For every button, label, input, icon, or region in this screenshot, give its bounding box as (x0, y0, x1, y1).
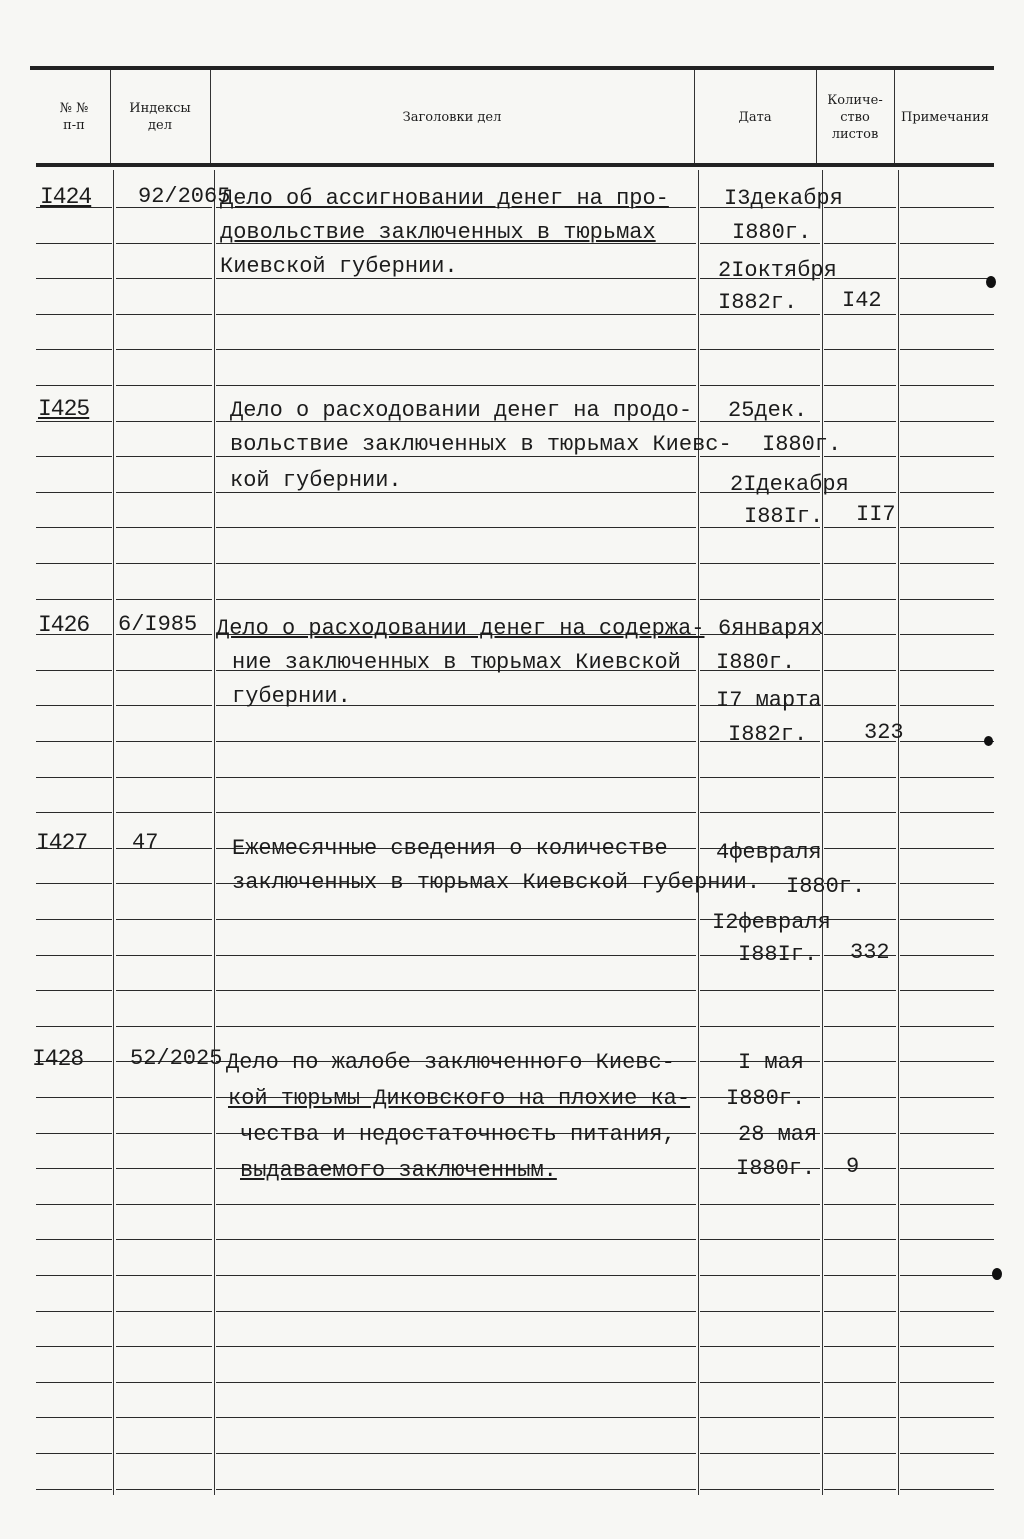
entry-index: 47 (132, 830, 159, 855)
ruled-line (900, 670, 994, 671)
entry-title-line: заключенных в тюрьмах Киевской губернии. (232, 870, 761, 895)
entry-date-line: I882г. (728, 722, 808, 747)
ruled-line (36, 670, 112, 671)
entry-title-line: вольствие заключенных в тюрьмах Киевс- (230, 432, 732, 457)
ruled-line (700, 599, 820, 600)
entry-title-line: Дело о расходовании денег на продо- (230, 398, 693, 423)
ruled-line (824, 527, 896, 528)
ruled-line (36, 705, 112, 706)
entry-date-line: I7 марта (716, 688, 822, 713)
entry-number: I424 (40, 184, 92, 210)
ruled-line (824, 1453, 896, 1454)
ruled-line (116, 385, 212, 386)
entry-date-line: I882г. (718, 290, 798, 315)
ruled-line (824, 349, 896, 350)
ruled-line (116, 1382, 212, 1383)
ruled-line (700, 1026, 820, 1027)
ruled-line (824, 314, 896, 315)
entry-date-line: 6январях (718, 616, 824, 641)
ruled-line (700, 1417, 820, 1418)
ruled-line (36, 1026, 112, 1027)
ruled-line (216, 955, 696, 956)
column-line (113, 170, 114, 1495)
ruled-line (216, 314, 696, 315)
ruled-line (700, 385, 820, 386)
header-top-rule (30, 66, 994, 70)
ruled-line (36, 1382, 112, 1383)
ruled-line (900, 314, 994, 315)
entry-index: 92/2065 (138, 184, 231, 209)
ruled-line (216, 741, 696, 742)
ruled-line (36, 1204, 112, 1205)
entry-date-line: I880г. (762, 432, 842, 457)
ruled-line (216, 349, 696, 350)
ruled-line (116, 1417, 212, 1418)
entry-date-line: I3декабря (724, 186, 843, 211)
ruled-line (36, 349, 112, 350)
ruled-line (36, 1275, 112, 1276)
ruled-line (116, 349, 212, 350)
ruled-line (700, 349, 820, 350)
entry-sheet-count: 9 (846, 1154, 860, 1179)
ruled-line (36, 1417, 112, 1418)
ruled-line (216, 1239, 696, 1240)
ruled-line (900, 1417, 994, 1418)
ruled-line (36, 278, 112, 279)
ink-blot (986, 276, 996, 288)
ruled-line (824, 990, 896, 991)
ruled-line (36, 883, 112, 884)
entry-title-line: кой тюрьмы Диковского на плохие ка- (228, 1086, 691, 1111)
ruled-line (900, 1026, 994, 1027)
ruled-line (36, 456, 112, 457)
ruled-line (900, 812, 994, 813)
entry-title-line: ние заключенных в тюрьмах Киевской (232, 650, 681, 675)
ruled-line (900, 563, 994, 564)
ruled-line (900, 243, 994, 244)
ruled-line (900, 527, 994, 528)
ruled-line (216, 1489, 696, 1490)
ruled-line (824, 812, 896, 813)
ruled-line (824, 1275, 896, 1276)
ruled-line (824, 1311, 896, 1312)
entry-title-line: кой губернии. (230, 468, 402, 493)
ruled-line (824, 777, 896, 778)
ruled-line (36, 599, 112, 600)
ruled-line (900, 1453, 994, 1454)
entry-index: 6/I985 (118, 612, 198, 637)
ruled-line (116, 1453, 212, 1454)
entry-title-line: выдаваемого заключенным. (240, 1158, 557, 1183)
ruled-line (36, 243, 112, 244)
entry-number: I428 (32, 1046, 84, 1072)
header-sheets-column: Количе- ство листов (827, 92, 883, 142)
ruled-line (700, 563, 820, 564)
entry-date-line: I880г. (736, 1156, 816, 1181)
column-line (822, 170, 823, 1495)
ruled-line (700, 1275, 820, 1276)
header-date-column: Дата (738, 109, 772, 125)
entry-sheet-count: 323 (864, 720, 904, 745)
ruled-line (824, 670, 896, 671)
ruled-line (900, 705, 994, 706)
ruled-line (216, 919, 696, 920)
ruled-line (900, 1133, 994, 1134)
ruled-line (116, 1097, 212, 1098)
ruled-line (36, 527, 112, 528)
ruled-line (216, 990, 696, 991)
ruled-line (900, 207, 994, 208)
ruled-line (116, 563, 212, 564)
ruled-line (36, 1346, 112, 1347)
ruled-line (36, 1097, 112, 1098)
header-index-column: Индексы дел (129, 101, 191, 133)
ruled-line (216, 599, 696, 600)
entry-date-line: 2Iдекабря (730, 472, 849, 497)
header-bottom-rule (36, 163, 994, 167)
ruled-line (824, 421, 896, 422)
entry-title-line: чества и недостаточность питания, (240, 1122, 676, 1147)
ruled-line (116, 848, 212, 849)
ruled-line (824, 243, 896, 244)
entry-number: I427 (36, 830, 88, 856)
ruled-line (216, 812, 696, 813)
ruled-line (900, 883, 994, 884)
entry-title-line: Дело по жалобе заключенного Киевс- (226, 1050, 675, 1075)
ruled-line (700, 812, 820, 813)
ruled-line (36, 990, 112, 991)
ruled-line (900, 349, 994, 350)
ruled-line (36, 492, 112, 493)
ruled-line (216, 1417, 696, 1418)
entry-date-line: 2Iоктября (718, 258, 837, 283)
ruled-line (116, 919, 212, 920)
entry-date-line: I880г. (726, 1086, 806, 1111)
ruled-line (700, 777, 820, 778)
ruled-line (116, 492, 212, 493)
ruled-line (116, 955, 212, 956)
ruled-line (116, 741, 212, 742)
ruled-line (700, 1204, 820, 1205)
ruled-line (900, 492, 994, 493)
ruled-line (216, 527, 696, 528)
ruled-line (900, 385, 994, 386)
entry-date-line: I88Iг. (738, 942, 818, 967)
ruled-line (116, 599, 212, 600)
entry-date-line: I880г. (786, 874, 866, 899)
ruled-line (116, 1311, 212, 1312)
entry-date-line: I880г. (732, 220, 812, 245)
column-line (898, 170, 899, 1495)
entry-date-line: I880г. (716, 650, 796, 675)
ruled-line (216, 1346, 696, 1347)
ruled-line (36, 1239, 112, 1240)
ruled-line (900, 278, 994, 279)
entry-date-line: 28 мая (738, 1122, 818, 1147)
ruled-line (900, 1275, 994, 1276)
ruled-line (116, 1489, 212, 1490)
ruled-line (824, 1417, 896, 1418)
ruled-line (36, 385, 112, 386)
ruled-line (900, 741, 994, 742)
ruled-line (116, 1168, 212, 1169)
ruled-line (216, 777, 696, 778)
entry-date-line: 25дек. (728, 398, 808, 423)
ruled-line (116, 705, 212, 706)
header-title-column: Заголовки дел (402, 109, 502, 125)
ruled-line (824, 1489, 896, 1490)
entry-number: I426 (38, 612, 90, 638)
ruled-line (116, 314, 212, 315)
ink-blot (984, 736, 993, 746)
ruled-line (116, 1133, 212, 1134)
ruled-line (116, 1204, 212, 1205)
entry-title-line: Дело о расходовании денег на содержа- (216, 616, 705, 641)
ruled-line (700, 1311, 820, 1312)
entry-sheet-count: II7 (856, 502, 896, 527)
ruled-line (824, 1204, 896, 1205)
entry-sheet-count: 332 (850, 940, 890, 965)
entry-title-line: довольствие заключенных в тюрьмах (220, 220, 656, 245)
ruled-line (700, 1489, 820, 1490)
ruled-line (116, 777, 212, 778)
ruled-line (36, 777, 112, 778)
ruled-line (36, 563, 112, 564)
ruled-line (216, 563, 696, 564)
ruled-line (900, 919, 994, 920)
ruled-line (824, 705, 896, 706)
ruled-line (36, 1133, 112, 1134)
ruled-line (116, 990, 212, 991)
ruled-line (116, 670, 212, 671)
ruled-line (36, 1168, 112, 1169)
column-line (214, 170, 215, 1495)
ruled-line (900, 1346, 994, 1347)
ruled-line (824, 1168, 896, 1169)
ruled-line (900, 1311, 994, 1312)
entry-number: I425 (38, 396, 90, 422)
ruled-line (900, 1168, 994, 1169)
ruled-line (116, 812, 212, 813)
ruled-line (900, 1239, 994, 1240)
ruled-line (36, 1311, 112, 1312)
ruled-line (824, 1382, 896, 1383)
entry-index: 52/2025 (130, 1046, 223, 1071)
ruled-line (116, 1026, 212, 1027)
ruled-line (900, 1097, 994, 1098)
ruled-line (116, 1275, 212, 1276)
ruled-line (116, 421, 212, 422)
ruled-line (116, 278, 212, 279)
ruled-line (824, 599, 896, 600)
ruled-line (900, 1489, 994, 1490)
ruled-line (900, 777, 994, 778)
ruled-line (216, 1275, 696, 1276)
ruled-line (824, 1061, 896, 1062)
ruled-line (824, 1097, 896, 1098)
ruled-line (900, 955, 994, 956)
ruled-line (900, 421, 994, 422)
entry-date-line: 4февраля (716, 840, 822, 865)
ruled-line (700, 990, 820, 991)
ruled-line (116, 1239, 212, 1240)
entry-title-line: губернии. (232, 684, 351, 709)
ruled-line (36, 314, 112, 315)
ruled-line (900, 634, 994, 635)
entry-date-line: I мая (738, 1050, 805, 1075)
ruled-line (824, 1239, 896, 1240)
ruled-line (700, 1453, 820, 1454)
ruled-line (900, 1204, 994, 1205)
ruled-line (116, 1346, 212, 1347)
header-number-column: № № п-п (59, 101, 89, 133)
ruled-line (700, 1382, 820, 1383)
ruled-line (700, 1239, 820, 1240)
ruled-line (900, 1382, 994, 1383)
ruled-line (36, 812, 112, 813)
entry-sheet-count: I42 (842, 288, 882, 313)
ruled-line (216, 1311, 696, 1312)
ink-blot (992, 1268, 1002, 1280)
ruled-line (900, 848, 994, 849)
header-notes-column: Примечания (900, 109, 989, 125)
ruled-line (900, 1061, 994, 1062)
ruled-line (116, 883, 212, 884)
column-line (698, 170, 699, 1495)
entry-title-line: Дело об ассигновании денег на про- (220, 186, 669, 211)
ruled-line (216, 1204, 696, 1205)
ruled-line (900, 456, 994, 457)
ruled-line (824, 563, 896, 564)
ruled-line (824, 848, 896, 849)
ruled-line (36, 741, 112, 742)
ruled-line (116, 243, 212, 244)
ruled-line (824, 634, 896, 635)
ruled-line (216, 385, 696, 386)
entry-date-line: I88Iг. (744, 504, 824, 529)
ruled-line (116, 456, 212, 457)
ruled-line (216, 1026, 696, 1027)
ruled-line (900, 990, 994, 991)
ruled-line (216, 1382, 696, 1383)
ruled-line (700, 1346, 820, 1347)
ruled-line (216, 1453, 696, 1454)
entry-title-line: Киевской губернии. (220, 254, 458, 279)
ruled-line (36, 955, 112, 956)
entry-title-line: Ежемесячные сведения о количестве (232, 836, 668, 861)
ruled-line (36, 1489, 112, 1490)
ruled-line (824, 1346, 896, 1347)
entry-date-line: I2февраля (712, 910, 831, 935)
ruled-line (824, 385, 896, 386)
ruled-line (824, 1133, 896, 1134)
ruled-line (36, 1453, 112, 1454)
ruled-line (116, 527, 212, 528)
ruled-line (36, 919, 112, 920)
ruled-line (824, 1026, 896, 1027)
ruled-line (824, 919, 896, 920)
ruled-line (900, 599, 994, 600)
